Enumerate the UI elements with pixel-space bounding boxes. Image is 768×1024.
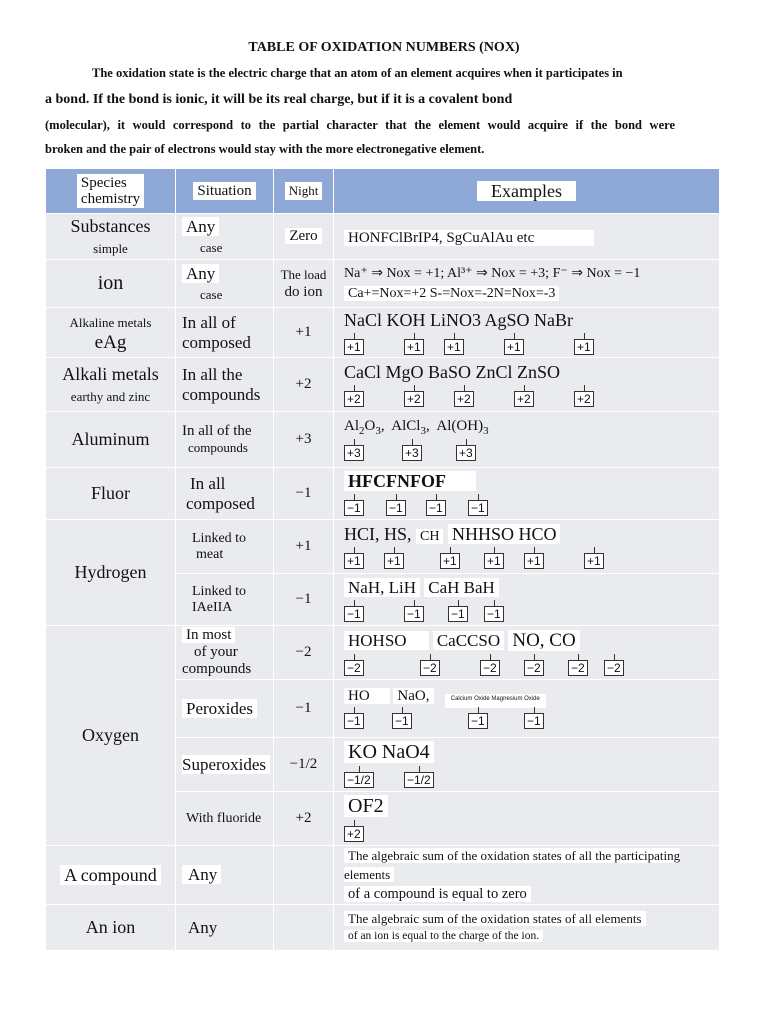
nox-value: −1 [295, 485, 312, 501]
examples-cell [334, 680, 720, 738]
situation-text: Linked to [192, 583, 247, 599]
header-situation [176, 169, 274, 214]
species-cell [46, 846, 176, 905]
nox-box: −1 [344, 500, 364, 516]
nox-boxes [344, 547, 719, 569]
situation-cell [176, 412, 274, 468]
nox-box: +3 [402, 445, 422, 461]
situation-text: Any [188, 917, 218, 937]
situation-cell [176, 626, 274, 680]
species-cell [46, 626, 176, 846]
ex-sub: 2 [359, 425, 365, 437]
nox-box: −1 [468, 500, 488, 516]
situation-sub: composed [182, 332, 251, 352]
header-species-line2: chemistry [80, 191, 141, 207]
species-cell [46, 214, 176, 260]
nox-box: −1/2 [404, 772, 434, 788]
header-night-label: Night [285, 182, 323, 200]
nox-value: +2 [295, 810, 312, 826]
nox-box: +1 [404, 339, 424, 355]
species-name: Fluor [90, 483, 130, 503]
nox-box: +2 [344, 826, 364, 842]
situation-sub: case [200, 286, 223, 302]
examples-text: NaCl KOH LiNO3 AgSO NaBr [344, 310, 573, 330]
examples-text: NO, CO [508, 630, 579, 651]
nox-box: −1 [468, 713, 488, 729]
situation-sub: of your [194, 644, 238, 660]
situation-cell [176, 214, 274, 260]
examples-cell [334, 260, 720, 308]
nox-box: +2 [404, 391, 424, 407]
species-name: A compound [60, 865, 161, 885]
nox-boxes [344, 707, 719, 729]
examples-text: NaO, [393, 688, 433, 704]
ex-part: Al(OH) [436, 418, 484, 434]
nox-boxes [344, 439, 719, 461]
nox-box: +2 [514, 391, 534, 407]
situation-sub: IAeIIA [192, 599, 233, 615]
nox-line1: The load [280, 266, 327, 282]
examples-cell [334, 905, 720, 951]
nox-box: −2 [480, 660, 500, 676]
nox-box: −1 [448, 606, 468, 622]
examples-text: HFCFNFOF [344, 471, 476, 491]
nox-box: −2 [420, 660, 440, 676]
table-row [46, 412, 720, 468]
species-name: Substances [70, 215, 151, 236]
nox-cell [274, 308, 334, 358]
nox-box: −1 [386, 500, 406, 516]
species-name: Aluminum [71, 429, 150, 449]
examples-cell [334, 792, 720, 846]
nox-value: +3 [295, 431, 312, 447]
nox-cell [274, 358, 334, 412]
situation-text: In all [190, 473, 226, 493]
species-name: ion [97, 272, 124, 294]
table-row [46, 846, 720, 905]
species-cell [46, 358, 176, 412]
nox-boxes [344, 820, 719, 842]
oxidation-table [45, 168, 720, 951]
nox-value: −2 [295, 644, 312, 660]
species-cell [46, 520, 176, 626]
situation-sub: composed [186, 493, 255, 513]
table-row [46, 468, 720, 520]
nox-box: −1 [392, 713, 412, 729]
examples-text: CaCl MgO BaSO ZnCl ZnSO [344, 362, 561, 382]
situation-text: Any [182, 865, 221, 884]
examples-cell [334, 574, 720, 626]
intro-line-1: The oxidation state is the electric charge that an atom of an element acquires when it participates in [92, 66, 623, 80]
examples-cell [334, 520, 720, 574]
ex-part: O [364, 418, 376, 434]
header-examples-label: Examples [477, 181, 576, 201]
nox-value: +1 [295, 324, 312, 340]
examples-text: NaH, LiH [344, 578, 420, 597]
nox-cell [274, 412, 334, 468]
table-row [46, 905, 720, 951]
nox-line2: do ion [284, 283, 323, 300]
species-cell [46, 905, 176, 951]
nox-boxes [344, 600, 719, 622]
nox-box: −1 [484, 606, 504, 622]
situation-cell [176, 358, 274, 412]
situation-sub: compounds [182, 384, 261, 404]
table-header-row [46, 169, 720, 214]
nox-box: −1 [344, 606, 364, 622]
situation-text: In all of the [182, 422, 252, 439]
species-name: Alkaline metals [69, 315, 152, 330]
intro-line-3: (molecular), it would correspond to the partial character that the element would acquire if the bond were [45, 118, 675, 132]
header-species-line1: Species [80, 175, 127, 191]
rule-text-line1: The algebraic sum of the oxidation states of all the participating elements [344, 848, 681, 882]
nox-box: +1 [440, 553, 460, 569]
situation-cell [176, 792, 274, 846]
header-examples [334, 169, 720, 214]
nox-cell [274, 468, 334, 520]
examples-cell [334, 308, 720, 358]
intro-line-4: broken and the pair of electrons would stay with the more electronegative element. [45, 142, 485, 156]
situation-text: Any [182, 217, 219, 236]
nox-value: −1/2 [289, 756, 318, 772]
nox-boxes [344, 766, 719, 788]
nox-box: −1 [344, 713, 364, 729]
species-sub: earthy and zinc [70, 388, 151, 404]
species-name: Hydrogen [74, 562, 147, 582]
nox-cell [274, 626, 334, 680]
examples-cell [334, 214, 720, 260]
examples-cell [334, 626, 720, 680]
rule-text-line1: The algebraic sum of the oxidation states of all elements [344, 911, 646, 926]
examples-text: HCI, HS, [344, 524, 412, 544]
situation-sub: compounds [188, 439, 248, 455]
examples-text: HO [344, 688, 390, 704]
species-cell [46, 308, 176, 358]
examples-cell [334, 358, 720, 412]
nox-cell [274, 738, 334, 792]
rule-text-line2: of a compound is equal to zero [344, 886, 531, 902]
nox-box: +3 [344, 445, 364, 461]
nox-cell [274, 680, 334, 738]
situation-cell [176, 738, 274, 792]
situation-sub: meat [196, 546, 224, 562]
table-row [46, 308, 720, 358]
situation-text: In most [182, 627, 235, 643]
nox-box: +2 [344, 391, 364, 407]
examples-text: KO NaO4 [344, 741, 434, 763]
species-cell [46, 468, 176, 520]
situation-cell [176, 260, 274, 308]
examples-text: HOHSO [344, 631, 429, 650]
species-cell [46, 260, 176, 308]
examples-text: $Al_2O_3$, AlCl$_3$, $Al(OH)_3$ [344, 418, 489, 437]
header-night [274, 169, 334, 214]
nox-value: −1 [295, 700, 312, 716]
table-row [46, 214, 720, 260]
situation-cell [176, 846, 274, 905]
nox-box: +2 [574, 391, 594, 407]
situation-text: Any [182, 264, 219, 283]
situation-text: Peroxides [182, 699, 257, 718]
nox-box: +1 [384, 553, 404, 569]
examples-text: HONFClBrIP4, SgCuAlAu etc [344, 230, 594, 246]
nox-value: Zero [285, 228, 321, 244]
nox-box: +1 [584, 553, 604, 569]
nox-boxes [344, 385, 719, 407]
examples-cell [334, 738, 720, 792]
situation-cell [176, 680, 274, 738]
nox-box: −1 [404, 606, 424, 622]
examples-cell [334, 412, 720, 468]
nox-box: +1 [484, 553, 504, 569]
nox-cell [274, 905, 334, 951]
nox-box: +3 [456, 445, 476, 461]
table-row [46, 358, 720, 412]
nox-box: −2 [568, 660, 588, 676]
situation-text: Linked to [192, 530, 247, 546]
situation-text: In all of [182, 312, 236, 332]
examples-text: CaCCSO [433, 631, 504, 650]
document-title: TABLE OF OXIDATION NUMBERS (NOX) [248, 40, 520, 55]
table-row [46, 520, 720, 574]
table-row [46, 260, 720, 308]
examples-text: OF2 [344, 795, 388, 817]
nox-cell [274, 574, 334, 626]
examples-cell [334, 468, 720, 520]
situation-cell [176, 520, 274, 574]
examples-text: CH [416, 529, 443, 544]
nox-cell [274, 260, 334, 308]
examples-cell [334, 846, 720, 905]
nox-cell [274, 214, 334, 260]
nox-box: +1 [344, 339, 364, 355]
nox-box: −2 [344, 660, 364, 676]
situation-text: In all the [182, 364, 243, 384]
situation-text: With fluoride [186, 810, 262, 826]
nox-box: +2 [454, 391, 474, 407]
species-name: Oxygen [82, 725, 139, 745]
situation-cell [176, 574, 274, 626]
rule-text-line2: of an ion is equal to the charge of the ion. [344, 930, 543, 942]
situation-sub: compounds [182, 661, 252, 677]
situation-text: Superoxides [182, 755, 270, 774]
nox-cell [274, 792, 334, 846]
species-cell [46, 412, 176, 468]
header-species [46, 169, 176, 214]
table-row [46, 626, 720, 680]
species-sub: eAg [94, 332, 127, 353]
situation-cell [176, 468, 274, 520]
situation-cell [176, 308, 274, 358]
nox-value: −1 [295, 591, 312, 607]
ex-part: AlCl [391, 418, 421, 434]
nox-box: +1 [504, 339, 524, 355]
nox-value: +2 [295, 376, 312, 392]
situation-cell [176, 905, 274, 951]
nox-box: +1 [444, 339, 464, 355]
nox-boxes [344, 654, 719, 676]
nox-box: +1 [574, 339, 594, 355]
examples-line2: Ca+=Nox=+2 S-=Nox=-2N=Nox=-3 [344, 286, 559, 301]
situation-sub: case [200, 239, 223, 255]
nox-cell [274, 846, 334, 905]
species-name: An ion [85, 917, 136, 937]
nox-box: −1 [524, 713, 544, 729]
ex-sub: 3 [420, 425, 426, 437]
nox-cell [274, 520, 334, 574]
ex-part: Al [344, 418, 359, 434]
examples-line1: Na⁺ ⇒ Nox = +1; Al³⁺ ⇒ Nox = +3; F⁻ ⇒ Nox = −1 [344, 266, 641, 281]
nox-box: +1 [344, 553, 364, 569]
species-sub: simple [93, 240, 128, 256]
examples-text: CaH BaH [424, 578, 499, 597]
nox-value: +1 [295, 538, 312, 554]
examples-note: Calcium Oxide Magnesium Oxide [445, 694, 546, 708]
ex-sub: 3 [483, 425, 489, 437]
species-name: Alkali metals [62, 363, 159, 384]
header-situation-label: Situation [193, 182, 255, 200]
ex-sub: 3 [375, 425, 381, 437]
nox-box: −1/2 [344, 772, 374, 788]
nox-box: +1 [524, 553, 544, 569]
nox-boxes [344, 333, 719, 355]
nox-box: −1 [426, 500, 446, 516]
nox-boxes [344, 494, 719, 516]
nox-box: −2 [604, 660, 624, 676]
nox-box: −2 [524, 660, 544, 676]
examples-text: NHHSO HCO [448, 524, 561, 544]
intro-line-2: a bond. If the bond is ionic, it will be its real charge, but if it is a covalent bond [45, 92, 513, 107]
